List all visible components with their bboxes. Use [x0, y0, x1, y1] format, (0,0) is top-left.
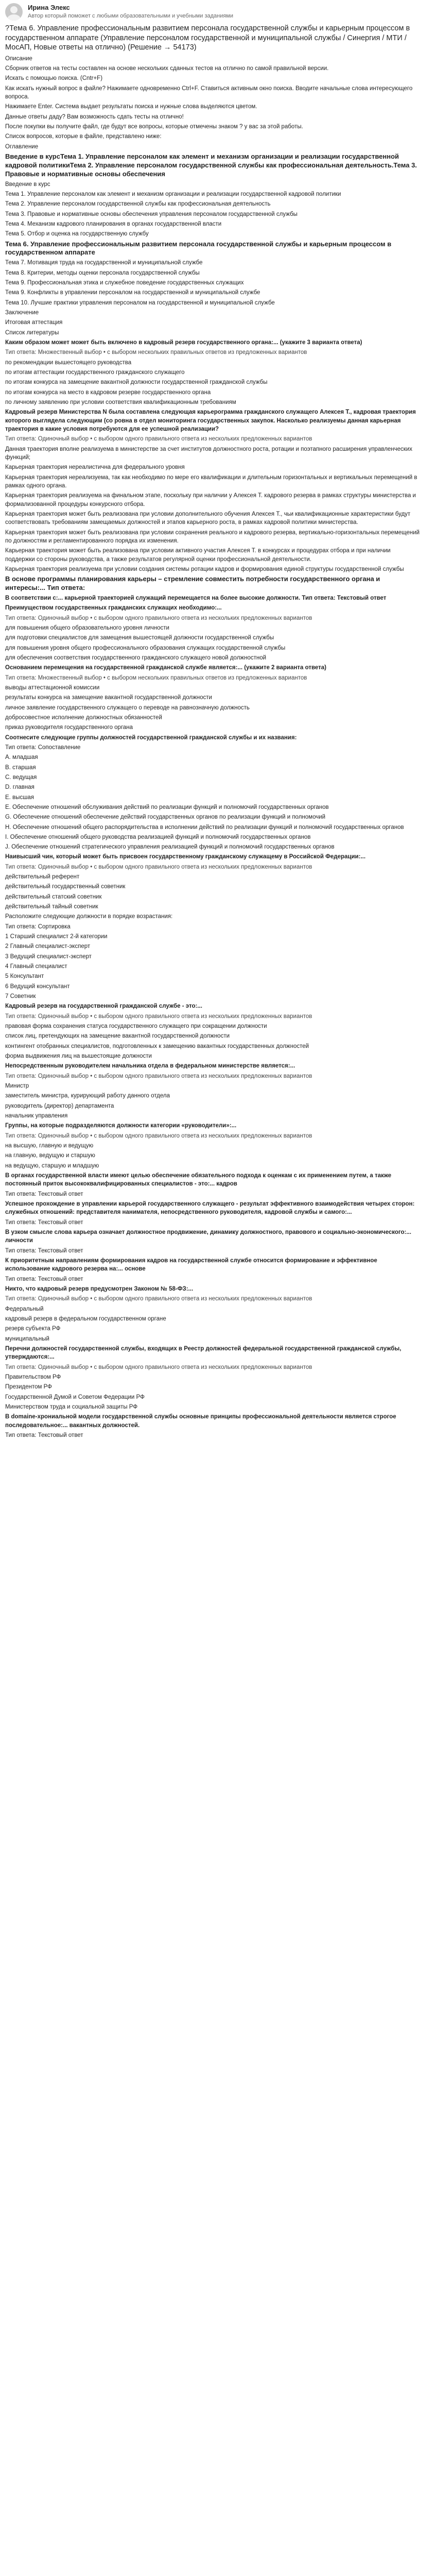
text-line: на высшую, главную и ведущую [5, 1143, 94, 1149]
text-line: Тема 4. Механизм кадрового планирования в органах государственной власти [5, 221, 222, 227]
text-line: по итогам конкурса на замещение вакантной должности государственной гражданской службы [5, 379, 268, 386]
avatar[interactable] [5, 3, 23, 21]
text-line: Описание [5, 55, 32, 62]
question-text: Никто, что кадровый резерв предусмотрен Законом № 58-ФЗ:... [5, 1285, 194, 1292]
text-line: I. Обеспечение отношений общего руководства реализацией функций и полномочий государственных органов [5, 834, 311, 840]
section-heading: Введение в курсТема 1. Управление персоналом как элемент и механизм организации и реализации государственной кадровой политикиТема 2. Управление персоналом государственной службы как профессиональная деятельность.Тема 3. Правовые и нормативные основы обеспечения [5, 152, 417, 178]
question-text: В узком смысле слова карьера означает должностное продвижение, динамику должностного, правового и социально-экономического:... личности [5, 1229, 411, 1244]
question-text: В domaine-хрониальной модели государственной службы основные принципы профессиональной деятельности является строгое последовательное:... вакантных должностей. [5, 1414, 396, 1429]
text-line: добросовестное исполнение должностных обязанностей [5, 714, 162, 721]
question-text: Каким образом может может быть включено в кадровый резерв государственного органа:... (укажите 3 варианта ответа) [5, 339, 362, 346]
text-line: 7 Советник [5, 993, 36, 1000]
text-line: личное заявление государственного служащего о переводе на равнозначную должность [5, 704, 250, 711]
text-line: Данная траектория вполне реализуема в министерстве за счет институтов должностного роста, ротации и поэтапного расширения управленческих функций; [5, 446, 412, 461]
answer-type-note: Тип ответа: Одиночный выбор • с выбором одного правильного ответа из нескольких предложенных вариантов [5, 436, 312, 443]
text-line: Карьерная траектория может быть реализована при условии дополнительного обучения Алексея Т., чьи квалификационные характеристики будут соответствовать требованиям замещаемых должностей и этапов карьерного роста, в рамках кадровой политики министерства. [5, 511, 411, 526]
text-line: D. главная [5, 784, 34, 791]
answer-type-note: Тип ответа: Одиночный выбор • с выбором одного правильного ответа из нескольких предложенных вариантов [5, 615, 312, 621]
text-line: Тема 3. Правовые и нормативные основы обеспечения управления персоналом государственной службы [5, 211, 298, 217]
text-line: Введение в курс [5, 181, 50, 188]
text-line: Карьерная траектория реализуема на финальном этапе, поскольку при наличии у Алексея Т. кадрового резерва в рамках структуры министерства и формализованной процедуры конкурсного отбора. [5, 493, 416, 507]
text-line: для подготовки специалистов для замещения вышестоящей должности государственной службы [5, 635, 274, 641]
text-line: приказ руководителя государственного органа [5, 724, 133, 731]
text-line: Искать с помощью поиска. (Сntr+F) [5, 75, 103, 82]
text-line: по рекомендации вышестоящего руководства [5, 359, 132, 366]
text-line: Данные ответы даду? Вам возможность сдать тесты на отлично! [5, 113, 184, 120]
text-line: действительный референт [5, 874, 80, 880]
text-line: Карьерная траектория может быть реализована при условии активного участия Алексея Т. в конкурсах и процедурах отбора и при наличии поддержки со стороны руководства, а также результатов регулярной оценки профессиональной деятельности. [5, 548, 391, 563]
section-heading: В основе программы планирования карьеры – стремление совместить потребности государственного органа и интересы:... Тип ответа: [5, 575, 380, 592]
text-line: Заключение [5, 309, 39, 316]
answer-type-note: Тип ответа: Одиночный выбор • с выбором одного правильного ответа из нескольких предложенных вариантов [5, 1296, 312, 1302]
text-line: руководитель (директор) департамента [5, 1103, 114, 1109]
text-line: Тема 7. Мотивация труда на государственной и муниципальной службе [5, 260, 203, 266]
text-line: Карьерная траектория нереализуема, так как необходимо по мере его квалификации и длительным горизонтальных и вертикальных перемещений в рамках одного органа. [5, 474, 417, 489]
answer-type-note: Тип ответа: Одиночный выбор • с выбором одного правильного ответа из нескольких предложенных вариантов [5, 1073, 312, 1079]
question-text: Непосредственным руководителем начальника отдела в федеральном министерстве является:... [5, 1063, 295, 1070]
text-line: После покупки вы получите файл, где будут все вопросы, которые отмечены знаком ? у вас за этой работы. [5, 123, 303, 130]
text-line: действительный тайный советник [5, 904, 98, 910]
section-heading: Тема 6. Управление профессиональным развитием персонала государственной службы и карьерным процессом в государственном аппарате [5, 240, 392, 257]
text-line: по итогам конкурса на место в кадровом резерве государственного органа [5, 389, 211, 396]
text-line: Министр [5, 1083, 29, 1090]
author-description: Автор который поможет с любыми образовательными и учебными заданиями [28, 13, 234, 20]
text-line: Список вопросов, которые в файле, представлено ниже: [5, 133, 162, 140]
text-line: Тип ответа: Сортировка [5, 923, 71, 930]
text-line: заместитель министра, курирующий работу данного отдела [5, 1093, 170, 1099]
text-line: Тема 9. Конфликты в управлении персоналом на государственной и муниципальной службе [5, 290, 260, 296]
text-line: Тип ответа: Текстовый ответ [5, 1276, 83, 1282]
text-line: Список литературы [5, 329, 59, 336]
question-text: Преимуществом государственных гражданских служащих необходимо:... [5, 605, 222, 612]
text-line: 6 Ведущий консультант [5, 983, 70, 990]
text-line: Федеральный [5, 1306, 44, 1312]
question-text: Перечни должностей государственной службы, входящих в Реестр должностей федеральной государственной гражданской службы, утверждаются:... [5, 1345, 402, 1361]
text-line: резерв субъекта РФ [5, 1326, 61, 1332]
text-line: E. Обеспечение отношений обслуживания действий по реализации функций и полномочий государственных органов [5, 804, 329, 810]
question-text: Наивысший чин, который может быть присвоен государственному гражданскому служащему в Российской Федерации:... [5, 854, 366, 860]
answer-type-note: Тип ответа: Множественный выбор • с выбором нескольких правильных ответов из предложенных вариантов [5, 349, 307, 356]
text-line: Тема 8. Критерии, методы оценки персонала государственной службы [5, 269, 200, 276]
text-line: C. ведущая [5, 774, 37, 781]
text-line: по итогам аттестации государственного гражданского служащего [5, 369, 185, 376]
text-line: выводы аттестационной комиссии [5, 684, 100, 691]
text-line: Итоговая аттестация [5, 319, 63, 326]
question-text: В органах государственной власти имеют целью обеспечение обязательного подхода к оценкам с их применением путем, а также постоянный приток высококвалифицированных специалистов - это:... кадров [5, 1172, 392, 1188]
text-line: Министерством труда и социальной защиты РФ [5, 1403, 138, 1410]
text-line: действительный статский советник [5, 893, 102, 900]
avatar-head-shape [10, 6, 18, 13]
text-line: Тема 2. Управление персоналом государственной службы как профессиональная деятельность [5, 201, 271, 208]
text-line: Нажимаете Enter. Система выдает результаты поиска и нужные слова выделяются цветом. [5, 104, 257, 110]
text-line: Тип ответа: Текстовый ответ [5, 1247, 83, 1254]
text-line: Тема 5. Отбор и оценка на государственную службу [5, 231, 149, 238]
text-line: Тип ответа: Текстовый ответ [5, 1191, 83, 1197]
text-line: кадровый резерв в федеральном государственном органе [5, 1315, 166, 1322]
question-text: Кадровый резерв на государственной гражданской службе - это:... [5, 1003, 202, 1010]
answer-type-note: Тип ответа: Одиночный выбор • с выбором одного правильного ответа из нескольких предложенных вариантов [5, 1013, 312, 1020]
text-line: Сборник ответов на тесты составлен на основе нескольких сданных тестов на отлично по самой правильной версии. [5, 65, 329, 72]
text-line: Тема 1. Управление персоналом как элемент и механизм организации и реализации государственной кадровой политики [5, 191, 341, 197]
author-name[interactable]: Ирина Элекс [28, 4, 70, 11]
question-text: Основанием перемещения на государственной гражданской службе является:... (укажите 2 варианта ответа) [5, 665, 327, 671]
text-line: Правительством РФ [5, 1374, 61, 1380]
text-line: Тип ответа: Текстовый ответ [5, 1432, 83, 1438]
text-line: Тип ответа: Текстовый ответ [5, 1219, 83, 1226]
text-line: H. Обеспечение отношений общего распорядительства в исполнении действий по реализации функций и полномочий государственных органов [5, 824, 404, 831]
text-line: контингент отобранных специалистов, подготовленных к замещению вакантных государственных должностей [5, 1043, 309, 1049]
text-line: 2 Главный специалист-эксперт [5, 943, 91, 950]
question-text: Группы, на которые подразделяются должности категории «руководители»:... [5, 1123, 237, 1129]
text-line: список лиц, претендующих на замещение вакантной государственной должности [5, 1033, 230, 1040]
text-line: муниципальный [5, 1335, 49, 1342]
text-line: Тема 10. Лучшие практики управления персоналом на государственной и муниципальной службе [5, 299, 275, 306]
answer-type-note: Тип ответа: Одиночный выбор • с выбором одного правильного ответа из нескольких предложенных вариантов [5, 1132, 312, 1139]
answer-type-note: Тип ответа: Одиночный выбор • с выбором одного правильного ответа из нескольких предложенных вариантов [5, 1364, 312, 1370]
text-line: правовая форма сохранения статуса государственного служащего при сокращении должности [5, 1023, 267, 1030]
text-line: для обеспечения соответствия государственного гражданского служащего новой должностной [5, 654, 267, 661]
text-line: для повышения общего образовательного уровня личности [5, 624, 169, 631]
text-line: для повышения уровня общего профессионального образования служащих государственной службы [5, 645, 286, 651]
avatar-body-shape [7, 14, 21, 21]
text-line: форма выдвижения лиц на вышестоящие должности [5, 1053, 152, 1060]
question-text: Соотнесите следующие группы должностей государственной гражданской службы и их названия: [5, 734, 297, 741]
answer-type-note: Тип ответа: Множественный выбор • с выбором нескольких правильных ответов из предложенных вариантов [5, 674, 307, 681]
text-line: 5 Консультант [5, 973, 44, 980]
text-line: Президентом РФ [5, 1384, 52, 1391]
text-line: B. старшая [5, 764, 36, 771]
text-line: Расположите следующие должности в порядке возрастания: [5, 913, 173, 920]
text-line: на ведущую, старшую и младшую [5, 1162, 99, 1169]
author-info [28, 3, 233, 20]
text-line: результаты конкурса на замещение вакантной государственной должности [5, 694, 212, 701]
document-body [5, 55, 421, 1440]
text-line: Как искать нужный вопрос в файле? Нажимаете одновременно Ctrl+F. Ставиться активным окно поиска. Вводите начальные слова интересующего вопроса. [5, 85, 413, 100]
text-line: действительный государственный советник [5, 884, 126, 890]
text-line: 3 Ведущий специалист-эксперт [5, 953, 92, 960]
text-line: начальник управления [5, 1113, 68, 1120]
question-text: Кадровый резерв Министерства N была составлена следующая карьерограмма гражданского служащего Алексея Т., кадровая траектория которого выглядела следующим (со ровна в отдел мониторинга государственных закупок. Насколько реализуемы данная карьерная траектория в какие условия потребуются для ее успешной реализации? [5, 409, 416, 432]
text-line: Карьерная траектория нереалистична для федерального уровня [5, 464, 185, 471]
text-line: 1 Старший специалист 2-й категории [5, 934, 108, 940]
question-text: В соответствии с:... карьерной траекторией служащий перемещается на более высокие должности. Тип ответа: Текстовый ответ [5, 595, 387, 601]
question-text: К приоритетным направлениям формирования кадров на государственной службе относится формирование и эффективное использование кадрового резерва на:... основе [5, 1257, 377, 1273]
text-line: на главную, ведущую и старшую [5, 1153, 95, 1159]
question-text: Успешное прохождение в управлении карьерой государственного служащего - результат эффективного взаимодействия четырех сторон: служебных отношений: представителя нанимателя, непосредственного руководителя, кадровой службы и самого:... [5, 1200, 415, 1216]
text-line: Государственной Думой и Советом Федерации РФ [5, 1394, 145, 1400]
text-line: A. младшая [5, 754, 38, 761]
document-title: ?Тема 6. Управление профессиональным развитием персонала государственной службы и карьерным процессом в государственном аппарате (Управление персоналом государственной и муниципальной службы / Синергия / МТИ / МосАП, Новые ответы на отлично) (Решение → 54173) [5, 24, 410, 52]
text-line: Оглавление [5, 143, 39, 150]
text-line: 4 Главный специалист [5, 963, 67, 970]
text-line: по личному заявлению при условии соответствия квалификационным требованиям [5, 399, 236, 405]
text-line: Карьерная траектория может быть реализована при условии сохранения реального и кадрового резерва, вертикально-горизонтальных перемещений по должностям и регламентированного порядка их изменения. [5, 529, 420, 544]
text-line: J. Обеспечение отношений стратегического управления реализацией функций и полномочий государственных органов [5, 844, 335, 851]
text-line: G. Обеспечение отношений обеспечение действий государственных органов по реализации функций и полномочий [5, 814, 326, 821]
text-line: Тема 9. Профессиональная этика и служебное поведение государственных служащих [5, 280, 244, 286]
text-line: Карьерная траектория реализуема при условии создания системы ротации кадров и формирования единой структуры государственной службы [5, 566, 404, 572]
answer-type-note: Тип ответа: Одиночный выбор • с выбором одного правильного ответа из нескольких предложенных вариантов [5, 863, 312, 870]
text-line: E. высшая [5, 794, 34, 801]
author-header [5, 3, 421, 21]
text-line: Тип ответа: Сопоставление [5, 744, 81, 751]
